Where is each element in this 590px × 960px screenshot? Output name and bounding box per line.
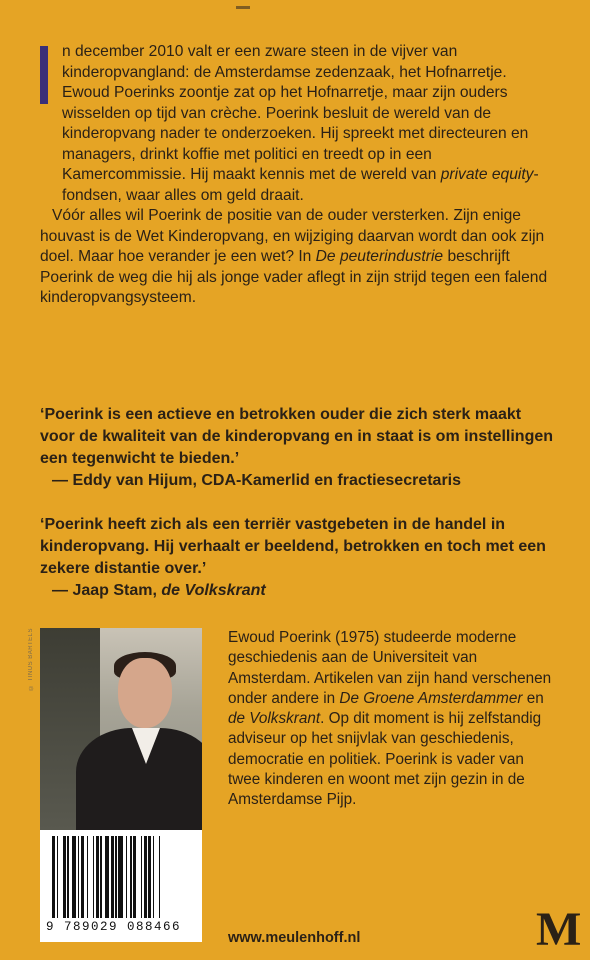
barcode-bar: [126, 836, 128, 918]
quote-1-text: ‘Poerink is een actieve en betrokken ouder die zich sterk maakt voor de kwaliteit van de kinderopvang en in staat is om instellingen een tegenwicht te bieden.’: [40, 406, 554, 467]
bio-italic-a: De Groene Amsterdammer: [339, 689, 523, 707]
p1-italic: private equity: [440, 166, 534, 183]
review-quote-1: [40, 404, 560, 492]
quote-2-attribution: [40, 580, 560, 602]
author-bio: [228, 628, 558, 811]
barcode-bar: [105, 836, 110, 918]
barcode-bar: [93, 836, 95, 918]
p2-italic: De peuterindustrie: [315, 248, 444, 265]
p2-text-b: beschrijft Poerink de weg die hij als jonge vader aflegt in zijn strijd tegen een falend kinderopvangsysteem.: [40, 248, 548, 306]
publisher-logo: M: [536, 903, 582, 956]
p1-text-b: -fondsen, waar alles om geld draait.: [62, 166, 539, 204]
isbn-barcode: [40, 830, 202, 942]
quote-1-attribution: — Eddy van Hijum, CDA-Kamerlid en fractiesecretaris: [52, 472, 462, 489]
barcode-bar: [148, 836, 151, 918]
quote-2-author: — Jaap Stam,: [52, 582, 162, 599]
barcode-bar: [52, 836, 55, 918]
p1-text-a: n december 2010 valt er een zware steen in de vijver van kinderopvangland: de Amsterdamse zedenzaak, het Hofnarretje. Ewoud Poerinks zoontje zat op het Hofnarretje, maar zijn ouders wisselden op tijd van crèche. Poerink besluit de wereld van de kinderopvang nader te onderzoeken. Hij spreekt met directeuren en managers, drinkt koffie met politici en treedt op in een Kamercommissie. Hij maakt kennis met de wereld van: [62, 43, 529, 183]
bio-text-b: en: [522, 689, 544, 707]
barcode-bar: [144, 836, 147, 918]
barcode-bar: [57, 836, 59, 918]
barcode-bar: [133, 836, 136, 918]
quote-2-text: ‘Poerink heeft zich als een terriër vastgebeten in de handel in kinderopvang. Hij verhaalt er beeldend, betrokken en toch met een zekere distantie over.’: [40, 516, 546, 577]
barcode-bar: [67, 836, 69, 918]
author-photo: [40, 628, 202, 830]
barcode-bar: [81, 836, 84, 918]
quote-2-source: de Volkskrant: [161, 582, 266, 599]
barcode-bar: [141, 836, 143, 918]
barcode-bar: [63, 836, 66, 918]
isbn-number: 9 789029 088466: [46, 920, 182, 934]
barcode-bar: [118, 836, 123, 918]
top-mark: [236, 6, 250, 9]
p2-text-a: Vóór alles wil Poerink de positie van de ouder versterken. Zijn enige houvast is de Wet Kinderopvang, en wijziging daarvan wordt dan ook zijn doel. Maar hoe verander je een wet? In: [40, 207, 545, 265]
barcode-bar: [96, 836, 99, 918]
barcode-bar: [111, 836, 114, 918]
barcode-bars: [52, 836, 192, 918]
intro-paragraph-1: [40, 42, 555, 206]
barcode-bar: [159, 836, 161, 918]
barcode-bar: [115, 836, 117, 918]
publisher-website: www.meulenhoff.nl: [228, 930, 361, 946]
bio-text-a: Ewoud Poerink (1975) studeerde moderne geschiedenis aan de Universiteit van Amsterdam. Artikelen van zijn hand verschenen onder andere in: [228, 629, 552, 707]
intro-text: [40, 42, 555, 309]
intro-paragraph-2: [40, 206, 555, 309]
barcode-bar: [78, 836, 80, 918]
bio-text-c: . Op dit moment is hij zelfstandig adviseur op het snijvlak van geschiedenis, democratie en politiek. Poerink is vader van twee kinderen en woont met zijn gezin in de Amsterdamse Pijp.: [228, 710, 542, 809]
barcode-bar: [153, 836, 155, 918]
review-quote-2: [40, 514, 560, 602]
barcode-bar: [100, 836, 102, 918]
barcode-bar: [72, 836, 77, 918]
barcode-bar: [130, 836, 132, 918]
barcode-bar: [87, 836, 89, 918]
bio-italic-b: de Volkskrant: [228, 710, 321, 728]
photo-credit: © TINUS BARTELS: [28, 628, 34, 690]
